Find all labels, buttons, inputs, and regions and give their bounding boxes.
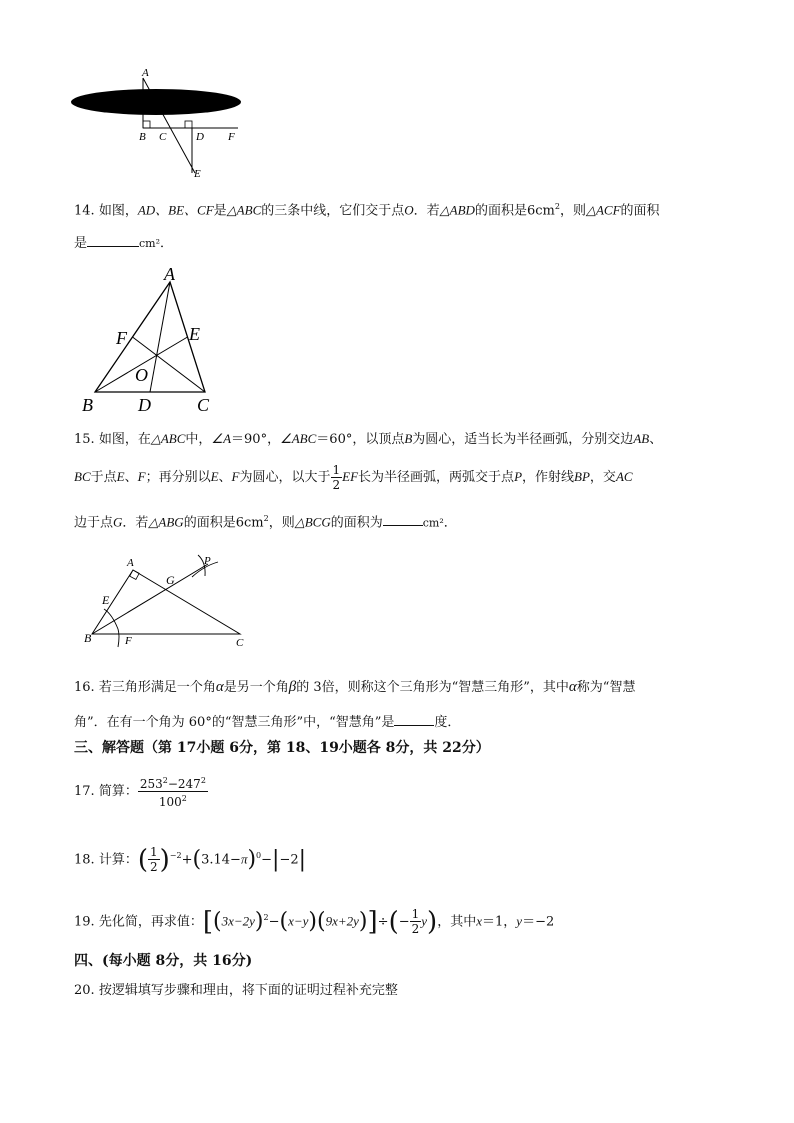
answer-blank-q14[interactable]	[87, 234, 139, 247]
q16-line1: 16. 若三角形满足一个角α是另一个角β的 3倍，则称这个三角形为“智慧三角形”，其中α称为“智慧	[74, 679, 636, 695]
q15-line3: 边于点G．若△ABG的面积是$6cm^2$，则△BCG的面积为 cm²．	[74, 514, 457, 531]
label-A: A	[142, 67, 149, 79]
q18-fraction: $\frac{1}{2}$	[150, 845, 158, 875]
answer-blank-q16[interactable]	[394, 713, 434, 726]
q19-fraction: $\frac{1}{2}$	[411, 907, 420, 937]
q17: 17. 简算： $\frac{253^2-247^2}{100^2}$	[74, 776, 206, 809]
answer-blank-q15[interactable]	[383, 513, 423, 526]
figure-q13	[60, 60, 260, 185]
label-P: P	[204, 555, 211, 567]
label-A: A	[164, 264, 175, 284]
q14-line2: 是 cm²．	[74, 236, 174, 251]
label-B: B	[139, 131, 146, 143]
figure-q15	[80, 552, 260, 652]
label-G: G	[166, 573, 175, 587]
label-E: E	[189, 324, 200, 344]
label-B: B	[82, 395, 93, 415]
label-C: C	[236, 637, 244, 649]
q15-line1: 15. 如图，在△ABC中，∠A＝90°，∠ABC＝60°，以顶点B为圆心，适当长为半径画弧，分别交边AB、	[74, 431, 663, 447]
q15-line2: BC于点E、F；再分别以E、F为圆心，以大于 $\frac{1}{2}$ EF长为半径画弧，两弧交于点P，作射线BP，交AC	[74, 463, 633, 492]
section3-title: 三、解答题（第 17小题 6分，第 18、19小题各 8分，共 22分）	[74, 740, 490, 756]
label-E: E	[194, 168, 201, 180]
q18: 18. 计算：( $\frac{1}{2}$ )$^{-2}+(3.14-\pi)^0-|-2|$	[74, 844, 307, 875]
label-D: D	[196, 131, 204, 143]
label-A: A	[127, 557, 134, 569]
label-F: F	[125, 635, 132, 647]
label-C: C	[197, 395, 210, 415]
q14-line1: 14. 如图，AD、BE、CF是△ABC的三条中线，它们交于点O．若△ABD的面积是$6cm^2$，则△ACF的面积	[74, 202, 660, 219]
label-E: E	[102, 593, 110, 607]
label-B: B	[84, 631, 92, 645]
q20: 20. 按逻辑填写步骤和理由，将下面的证明过程补充完整	[74, 983, 398, 998]
label-F: F	[228, 131, 235, 143]
label-C: C	[159, 131, 167, 143]
q19: 19. 先化简，再求值：$[(3x-2y)^2-(x-y)(9x+2y)]\div(-$ $\frac{1}{2}$ y)，其中x＝1，y＝−2	[74, 906, 555, 937]
q16-line2: 角”．在有一个角为 60°的“智慧三角形”中，“智慧角”是 度．	[74, 715, 461, 730]
label-O: O	[135, 365, 148, 385]
label-F: F	[116, 328, 127, 348]
fraction-half: $\frac{1}{2}$	[332, 463, 341, 492]
section4-title: 四、(每小题 8分，共 16分)	[74, 953, 253, 969]
label-D: D	[138, 395, 151, 415]
q17-fraction: $\frac{253^2-247^2}{100^2}$	[139, 776, 206, 809]
figure-q14	[80, 262, 220, 417]
